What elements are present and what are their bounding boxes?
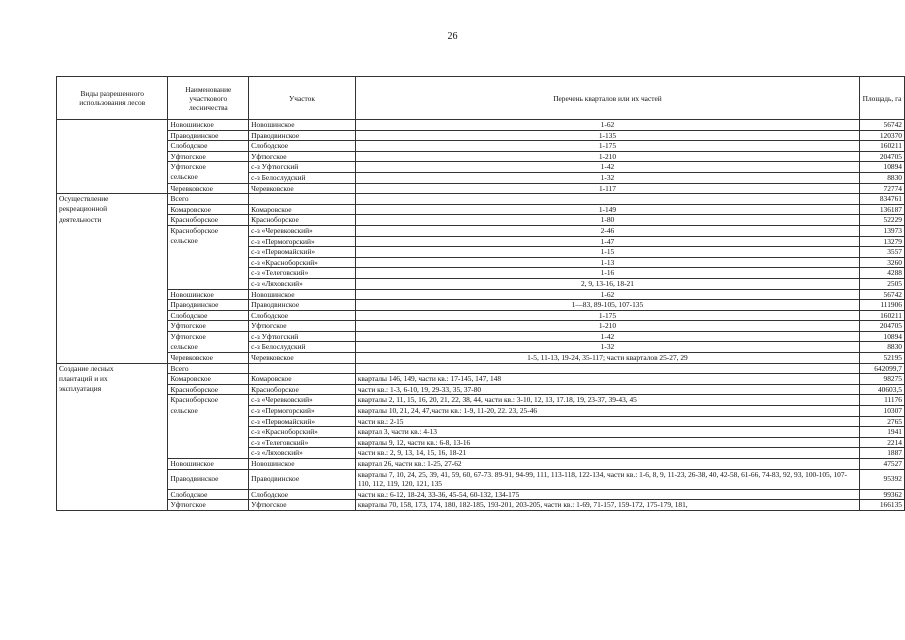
row-use-type bbox=[57, 183, 168, 194]
table-row bbox=[57, 183, 905, 194]
row-forestry: Черевковское bbox=[168, 353, 249, 364]
row-area: 52229 bbox=[860, 215, 905, 226]
row-area: 47527 bbox=[860, 459, 905, 470]
row-area: 4288 bbox=[860, 268, 905, 279]
row-forestry: сельское bbox=[168, 406, 249, 417]
header-forestry: Наименование участкового лесничества bbox=[168, 77, 249, 120]
row-forestry: Красноборское bbox=[168, 384, 249, 395]
row-use-type: Осуществление bbox=[57, 194, 168, 205]
row-use-type bbox=[57, 162, 168, 173]
row-forestry: Праводвинское bbox=[168, 300, 249, 311]
row-forestry: Новошинское bbox=[168, 289, 249, 300]
row-use-type bbox=[57, 331, 168, 342]
table-row bbox=[57, 321, 905, 332]
row-quarters: кварталы 146, 149, части кв.: 17-145, 147, 148 bbox=[355, 374, 859, 385]
table-row bbox=[57, 448, 905, 459]
row-area: 120370 bbox=[860, 130, 905, 141]
table-row bbox=[57, 257, 905, 268]
row-forestry bbox=[168, 427, 249, 438]
row-use-type bbox=[57, 310, 168, 321]
row-forestry: Красноборское bbox=[168, 215, 249, 226]
row-plot: с-з «Черевковский» bbox=[249, 395, 356, 406]
row-plot: Слободское bbox=[249, 141, 356, 152]
row-plot: Новошинское bbox=[249, 459, 356, 470]
row-use-type bbox=[57, 172, 168, 183]
table-row bbox=[57, 500, 905, 511]
row-area: 1887 bbox=[860, 448, 905, 459]
row-use-type: плантаций и их bbox=[57, 374, 168, 385]
table-row bbox=[57, 374, 905, 385]
row-area: 95392 bbox=[860, 469, 905, 489]
row-plot: Уфтюгское bbox=[249, 321, 356, 332]
row-plot: Праводвинское bbox=[249, 130, 356, 141]
row-area: 1941 bbox=[860, 427, 905, 438]
row-use-type bbox=[57, 257, 168, 268]
row-quarters: 1-175 bbox=[355, 141, 859, 152]
row-use-type bbox=[57, 489, 168, 500]
row-plot: Слободское bbox=[249, 310, 356, 321]
row-plot: с-з Белослудский bbox=[249, 342, 356, 353]
row-use-type bbox=[57, 247, 168, 258]
row-area: 98275 bbox=[860, 374, 905, 385]
row-quarters: 1-175 bbox=[355, 310, 859, 321]
row-plot: с-з «Первомайский» bbox=[249, 247, 356, 258]
row-use-type bbox=[57, 469, 168, 489]
row-use-type bbox=[57, 141, 168, 152]
table-row bbox=[57, 289, 905, 300]
row-plot: с-з «Черевковский» bbox=[249, 225, 356, 236]
row-area: 10894 bbox=[860, 331, 905, 342]
table-row bbox=[57, 194, 905, 205]
row-area: 3260 bbox=[860, 257, 905, 268]
row-area: 160211 bbox=[860, 141, 905, 152]
table-row bbox=[57, 236, 905, 247]
row-forestry: Праводвинское bbox=[168, 469, 249, 489]
row-forestry: Новошинское bbox=[168, 459, 249, 470]
row-forestry: Праводвинское bbox=[168, 130, 249, 141]
row-use-type bbox=[57, 427, 168, 438]
row-forestry bbox=[168, 437, 249, 448]
table-row bbox=[57, 204, 905, 215]
row-area: 8830 bbox=[860, 172, 905, 183]
row-quarters: кварталы 2, 11, 15, 16, 20, 21, 22, 38, 44, части кв.: 3-10, 12, 13, 17.18, 19, 23-37, 39-43, 45 bbox=[355, 395, 859, 406]
row-plot: с-з «Ляховский» bbox=[249, 448, 356, 459]
row-area: 166135 bbox=[860, 500, 905, 511]
row-forestry: Комаровское bbox=[168, 374, 249, 385]
table-row bbox=[57, 278, 905, 289]
row-plot: Красноборское bbox=[249, 215, 356, 226]
row-area: 10307 bbox=[860, 406, 905, 417]
row-forestry bbox=[168, 448, 249, 459]
row-plot: с-з Белослудский bbox=[249, 172, 356, 183]
table-row bbox=[57, 141, 905, 152]
row-forestry bbox=[168, 268, 249, 279]
row-area: 204705 bbox=[860, 151, 905, 162]
row-area: 13279 bbox=[860, 236, 905, 247]
header-quarters: Перечень кварталов или их частей bbox=[355, 77, 859, 120]
row-area: 111906 bbox=[860, 300, 905, 311]
table-row bbox=[57, 247, 905, 258]
row-area: 56742 bbox=[860, 120, 905, 131]
table-row bbox=[57, 310, 905, 321]
row-use-type bbox=[57, 353, 168, 364]
row-area: 2214 bbox=[860, 437, 905, 448]
header-plot: Участок bbox=[249, 77, 356, 120]
row-forestry: Уфтюгское bbox=[168, 321, 249, 332]
row-quarters: части кв.: 2, 9, 13, 14, 15, 16, 18-21 bbox=[355, 448, 859, 459]
header-area: Площадь, га bbox=[860, 77, 905, 120]
row-quarters: кварталы 10, 21, 24, 47,части кв.: 1-9, 11-20, 22. 23, 25-46 bbox=[355, 406, 859, 417]
row-plot: с-з «Красноборский» bbox=[249, 427, 356, 438]
table-row bbox=[57, 459, 905, 470]
table-row bbox=[57, 437, 905, 448]
row-quarters: 1-42 bbox=[355, 162, 859, 173]
table-row bbox=[57, 172, 905, 183]
row-quarters: части кв.: 2-15 bbox=[355, 416, 859, 427]
table-row bbox=[57, 342, 905, 353]
row-forestry: Слободское bbox=[168, 489, 249, 500]
row-plot: Новошинское bbox=[249, 289, 356, 300]
row-quarters: квартал 26, части кв.: 1-25, 27-62 bbox=[355, 459, 859, 470]
table-row bbox=[57, 130, 905, 141]
table-row bbox=[57, 416, 905, 427]
row-area: 2505 bbox=[860, 278, 905, 289]
table-row bbox=[57, 469, 905, 489]
row-quarters: 1-16 bbox=[355, 268, 859, 279]
row-forestry: сельское bbox=[168, 342, 249, 353]
row-forestry: Слободское bbox=[168, 141, 249, 152]
row-quarters: 2-46 bbox=[355, 225, 859, 236]
row-quarters: 1-62 bbox=[355, 289, 859, 300]
row-forestry bbox=[168, 257, 249, 268]
row-plot: Уфтюгское bbox=[249, 500, 356, 511]
row-area: 40603,5 bbox=[860, 384, 905, 395]
row-area: 642099,7 bbox=[860, 363, 905, 374]
row-area: 3557 bbox=[860, 247, 905, 258]
row-use-type: эксплуатация bbox=[57, 384, 168, 395]
row-plot: Черевковское bbox=[249, 183, 356, 194]
row-plot: Праводвинское bbox=[249, 469, 356, 489]
table-body bbox=[57, 120, 905, 511]
table-row bbox=[57, 151, 905, 162]
row-forestry: Уфтюгское bbox=[168, 162, 249, 173]
row-plot bbox=[249, 363, 356, 374]
row-quarters: 1-117 bbox=[355, 183, 859, 194]
table-row bbox=[57, 331, 905, 342]
row-forestry: Комаровское bbox=[168, 204, 249, 215]
row-area: 160211 bbox=[860, 310, 905, 321]
row-use-type: Создание лесных bbox=[57, 363, 168, 374]
row-quarters: 1-47 bbox=[355, 236, 859, 247]
row-area: 11176 bbox=[860, 395, 905, 406]
row-quarters: 1-149 bbox=[355, 204, 859, 215]
row-use-type bbox=[57, 278, 168, 289]
row-use-type bbox=[57, 268, 168, 279]
row-use-type bbox=[57, 342, 168, 353]
row-plot: с-з «Ляховский» bbox=[249, 278, 356, 289]
row-use-type bbox=[57, 448, 168, 459]
table-row bbox=[57, 427, 905, 438]
row-use-type bbox=[57, 236, 168, 247]
row-plot: Слободское bbox=[249, 489, 356, 500]
row-use-type bbox=[57, 459, 168, 470]
row-forestry: Слободское bbox=[168, 310, 249, 321]
row-use-type bbox=[57, 289, 168, 300]
row-plot: с-з «Красноборский» bbox=[249, 257, 356, 268]
row-use-type: деятельности bbox=[57, 215, 168, 226]
row-forestry bbox=[168, 278, 249, 289]
row-area: 10894 bbox=[860, 162, 905, 173]
row-quarters: 1-5, 11-13, 19-24, 35-117; части кварталов 25-27, 29 bbox=[355, 353, 859, 364]
table-row bbox=[57, 489, 905, 500]
row-plot: с-з «Первомайский» bbox=[249, 416, 356, 427]
row-use-type bbox=[57, 321, 168, 332]
header-use-type: Виды разрешенного использования лесов bbox=[57, 77, 168, 120]
row-quarters: 1-32 bbox=[355, 172, 859, 183]
row-forestry: Всего bbox=[168, 363, 249, 374]
row-area: 136187 bbox=[860, 204, 905, 215]
row-quarters: кварталы 70, 158, 173, 174, 180, 182-185, 193-201, 203-205, части кв.: 1-69, 71-157, 159-172, 175-179, 181, bbox=[355, 500, 859, 511]
row-quarters bbox=[355, 363, 859, 374]
row-area: 52195 bbox=[860, 353, 905, 364]
row-quarters bbox=[355, 194, 859, 205]
row-plot: с-з «Телеговский» bbox=[249, 268, 356, 279]
row-area: 8830 bbox=[860, 342, 905, 353]
row-use-type bbox=[57, 416, 168, 427]
row-quarters: части кв.: 1-3, 6-10, 19, 29-33, 35, 37-80 bbox=[355, 384, 859, 395]
row-area: 72774 bbox=[860, 183, 905, 194]
row-quarters: кварталы 9, 12, части кв.: 6-8, 13-16 bbox=[355, 437, 859, 448]
row-quarters: 2, 9, 13-16, 18-21 bbox=[355, 278, 859, 289]
row-forestry: Уфтюгское bbox=[168, 331, 249, 342]
row-forestry: сельское bbox=[168, 172, 249, 183]
row-use-type bbox=[57, 406, 168, 417]
row-forestry: сельское bbox=[168, 236, 249, 247]
row-area: 2765 bbox=[860, 416, 905, 427]
row-forestry: Красноборское bbox=[168, 225, 249, 236]
row-forestry: Новошинское bbox=[168, 120, 249, 131]
row-quarters: 1-135 bbox=[355, 130, 859, 141]
row-plot: с-з «Пермогорский» bbox=[249, 236, 356, 247]
row-forestry: Всего bbox=[168, 194, 249, 205]
row-forestry: Красноборское bbox=[168, 395, 249, 406]
row-area: 13973 bbox=[860, 225, 905, 236]
row-use-type bbox=[57, 225, 168, 236]
table-row bbox=[57, 300, 905, 311]
row-forestry bbox=[168, 247, 249, 258]
row-use-type bbox=[57, 300, 168, 311]
row-plot: Комаровское bbox=[249, 204, 356, 215]
row-quarters: 1-210 bbox=[355, 321, 859, 332]
row-plot: Уфтюгское bbox=[249, 151, 356, 162]
row-area: 204705 bbox=[860, 321, 905, 332]
table-header-row bbox=[57, 77, 905, 120]
table-row bbox=[57, 395, 905, 406]
row-quarters: кварталы 7, 10, 24, 25, 39, 41, 59, 60, 67-73. 89-91, 94-99, 111, 113-118, 122-134, части кв.: 1-6, 8, 9, 11-23, 26-38, 40, 42-58, 61-66, 74-83, 92, 93, 100-105, 107-110, 112, 119, 120, 121, 135 bbox=[355, 469, 859, 489]
table-row bbox=[57, 268, 905, 279]
table-row bbox=[57, 406, 905, 417]
row-plot: Красноборское bbox=[249, 384, 356, 395]
row-quarters: 1-62 bbox=[355, 120, 859, 131]
table-row bbox=[57, 363, 905, 374]
row-plot: Праводвинское bbox=[249, 300, 356, 311]
row-forestry: Уфтюгское bbox=[168, 500, 249, 511]
row-use-type: рекреационной bbox=[57, 204, 168, 215]
row-use-type bbox=[57, 120, 168, 131]
row-use-type bbox=[57, 500, 168, 511]
table-row bbox=[57, 353, 905, 364]
row-quarters: 1—83, 89-105, 107-135 bbox=[355, 300, 859, 311]
row-use-type bbox=[57, 151, 168, 162]
table-row bbox=[57, 225, 905, 236]
row-plot: Новошинское bbox=[249, 120, 356, 131]
forest-use-table bbox=[56, 76, 905, 511]
row-quarters: 1-15 bbox=[355, 247, 859, 258]
row-plot: с-з «Телеговский» bbox=[249, 437, 356, 448]
row-area: 834761 bbox=[860, 194, 905, 205]
row-quarters: 1-210 bbox=[355, 151, 859, 162]
row-area: 99362 bbox=[860, 489, 905, 500]
row-quarters: 1-80 bbox=[355, 215, 859, 226]
row-forestry: Черевковское bbox=[168, 183, 249, 194]
table-row bbox=[57, 215, 905, 226]
row-area: 56742 bbox=[860, 289, 905, 300]
row-quarters: квартал 3, части кв.: 4-13 bbox=[355, 427, 859, 438]
table-row bbox=[57, 384, 905, 395]
row-plot: с-з Уфтюгский bbox=[249, 331, 356, 342]
row-plot: с-з «Пермогорский» bbox=[249, 406, 356, 417]
page-number: 26 bbox=[447, 31, 458, 42]
row-plot bbox=[249, 194, 356, 205]
row-plot: с-з Уфтюгский bbox=[249, 162, 356, 173]
row-quarters: части кв.: 6-12, 18-24, 33-36, 45-54, 60-132, 134-175 bbox=[355, 489, 859, 500]
table-row bbox=[57, 162, 905, 173]
row-quarters: 1-42 bbox=[355, 331, 859, 342]
row-use-type bbox=[57, 130, 168, 141]
row-use-type bbox=[57, 395, 168, 406]
table-row bbox=[57, 120, 905, 131]
row-quarters: 1-13 bbox=[355, 257, 859, 268]
row-plot: Комаровское bbox=[249, 374, 356, 385]
row-quarters: 1-32 bbox=[355, 342, 859, 353]
row-plot: Черевковское bbox=[249, 353, 356, 364]
row-forestry: Уфтюгское bbox=[168, 151, 249, 162]
row-forestry bbox=[168, 416, 249, 427]
row-use-type bbox=[57, 437, 168, 448]
